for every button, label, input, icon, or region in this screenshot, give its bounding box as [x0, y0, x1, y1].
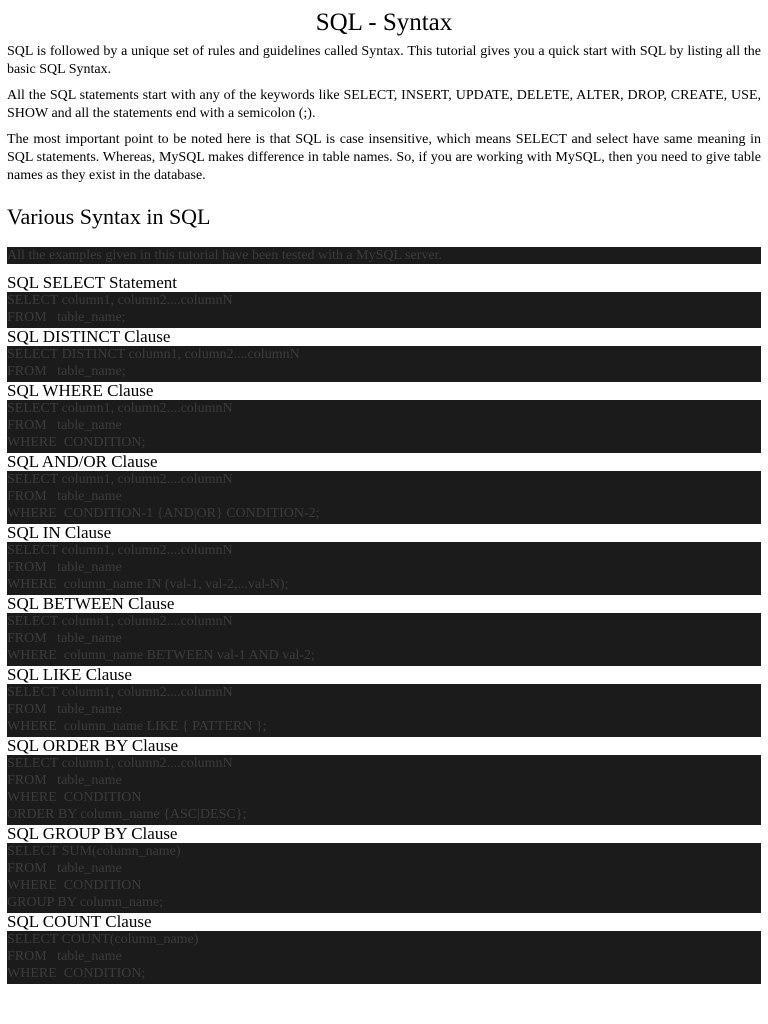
code-line: FROM table_name — [7, 861, 122, 876]
code-line: SELECT column1, column2....columnN — [7, 756, 233, 771]
code-line: SELECT SUM(column_name) — [7, 844, 181, 859]
code-block — [7, 843, 761, 913]
clause-block — [7, 666, 761, 737]
clause-title: SQL IN Clause — [7, 523, 112, 542]
intro-paragraph: The most important point to be noted here is that SQL is case insensitive, which means SELECT and select have same meaning in SQL statements. Whereas, MySQL makes difference in table names. So, if you are working with MySQL, then you need to give table names as they exist in the database. — [7, 132, 761, 183]
clause-block — [7, 737, 761, 825]
clause-title: SQL WHERE Clause — [7, 381, 154, 400]
intro-paragraph: SQL is followed by a unique set of rules and guidelines called Syntax. This tutorial gives you a quick start with SQL by listing all the basic SQL Syntax. — [7, 44, 761, 77]
code-line: WHERE column_name BETWEEN val-1 AND val-2; — [7, 648, 315, 663]
clause-block — [7, 524, 761, 595]
clause-block — [7, 382, 761, 453]
code-line: FROM table_name; — [7, 310, 126, 325]
code-block — [7, 346, 761, 382]
code-line: SELECT column1, column2....columnN — [7, 614, 233, 629]
code-line: SELECT COUNT(column_name) — [7, 932, 199, 947]
clause-block — [7, 453, 761, 524]
clause-block — [7, 825, 761, 913]
clause-block — [7, 274, 761, 328]
clause-title: SQL SELECT Statement — [7, 273, 177, 292]
code-line: SELECT column1, column2....columnN — [7, 543, 233, 558]
clause-block — [7, 328, 761, 382]
code-line: ORDER BY column_name {ASC|DESC}; — [7, 807, 247, 822]
clause-title: SQL BETWEEN Clause — [7, 594, 175, 613]
code-line: SELECT column1, column2....columnN — [7, 685, 233, 700]
code-line: WHERE CONDITION; — [7, 966, 146, 981]
code-block — [7, 931, 761, 984]
code-block — [7, 542, 761, 595]
code-line: SELECT DISTINCT column1, column2....columnN — [7, 347, 300, 362]
code-line: FROM table_name — [7, 489, 122, 504]
clause-title: SQL ORDER BY Clause — [7, 736, 179, 755]
clause-title: SQL LIKE Clause — [7, 665, 132, 684]
code-line: WHERE CONDITION — [7, 878, 142, 893]
code-line: WHERE column_name IN (val-1, val-2,...val-N); — [7, 577, 289, 592]
clause-list — [7, 274, 761, 984]
code-block — [7, 400, 761, 453]
code-line: WHERE column_name LIKE { PATTERN }; — [7, 719, 267, 734]
intro-paragraph: All the SQL statements start with any of the keywords like SELECT, INSERT, UPDATE, DELETE, ALTER, DROP, CREATE, USE, SHOW and all the statements end with a semicolon (;). — [7, 88, 761, 121]
clause-block — [7, 595, 761, 666]
code-block — [7, 471, 761, 524]
code-block — [7, 613, 761, 666]
code-block — [7, 292, 761, 328]
code-line: FROM table_name — [7, 702, 122, 717]
code-line: FROM table_name — [7, 418, 122, 433]
page-title: SQL - Syntax — [315, 9, 453, 36]
code-block — [7, 755, 761, 825]
code-line: WHERE CONDITION; — [7, 435, 146, 450]
clause-block — [7, 913, 761, 984]
code-line: FROM table_name — [7, 949, 122, 964]
code-line: FROM table_name — [7, 773, 122, 788]
code-line: WHERE CONDITION-1 {AND|OR} CONDITION-2; — [7, 506, 320, 521]
clause-title: SQL AND/OR Clause — [7, 452, 158, 471]
code-line: FROM table_name; — [7, 364, 126, 379]
clause-title: SQL DISTINCT Clause — [7, 327, 171, 346]
code-line: SELECT column1, column2....columnN — [7, 401, 233, 416]
clause-title: SQL GROUP BY Clause — [7, 824, 178, 843]
code-line: WHERE CONDITION — [7, 790, 142, 805]
code-line: FROM table_name — [7, 631, 122, 646]
code-line: SELECT column1, column2....columnN — [7, 472, 233, 487]
document-page — [7, 0, 761, 984]
code-line: FROM table_name — [7, 560, 122, 575]
code-block — [7, 684, 761, 737]
note-box: All the examples given in this tutorial have been tested with a MySQL server. — [7, 247, 761, 264]
code-line: GROUP BY column_name; — [7, 895, 164, 910]
code-line: SELECT column1, column2....columnN — [7, 293, 233, 308]
section-heading: Various Syntax in SQL — [7, 204, 211, 229]
clause-title: SQL COUNT Clause — [7, 912, 152, 931]
